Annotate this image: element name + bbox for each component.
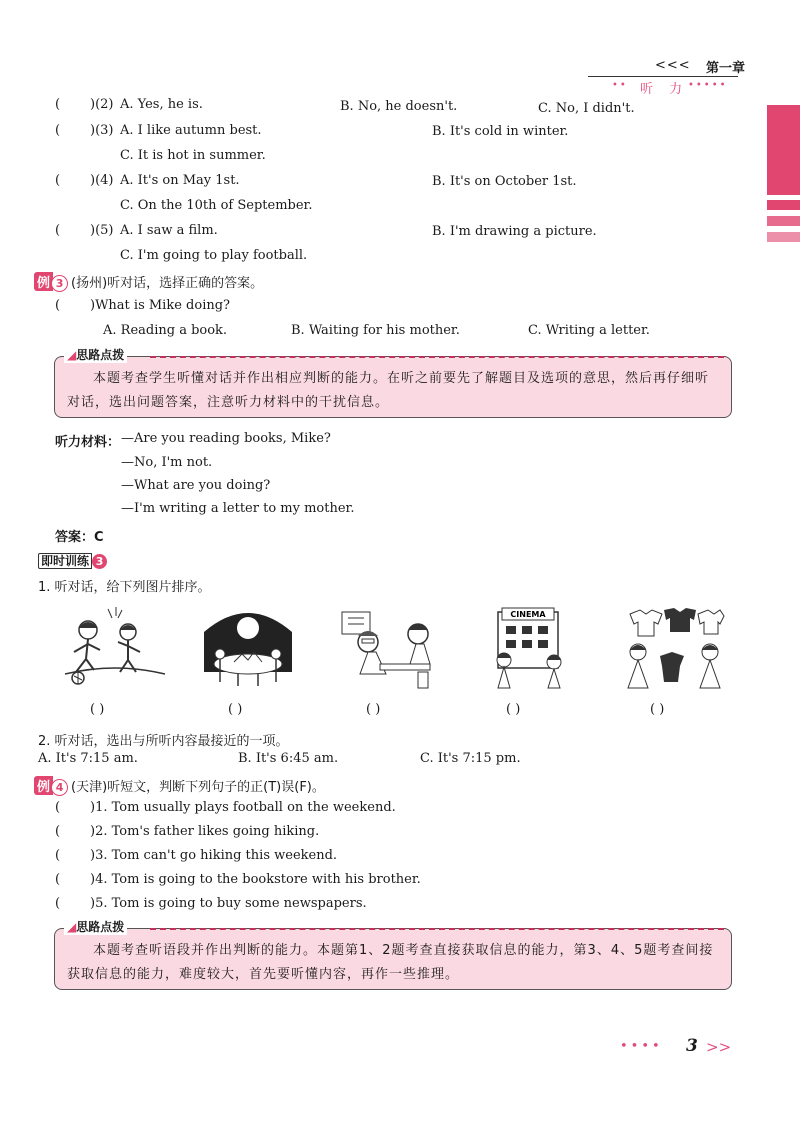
tf-statement: )5. Tom is going to buy some newspapers. — [90, 896, 367, 911]
campfire-picture — [198, 602, 298, 690]
chapter-title: 第一章 — [706, 61, 746, 76]
hint-box — [54, 928, 732, 990]
material-line: —Are you reading books, Mike? — [121, 431, 331, 446]
hint-box — [54, 356, 732, 418]
tf-statement: )1. Tom usually plays football on the weekend. — [90, 800, 396, 815]
answer-paren: ( — [55, 97, 61, 112]
option-c: C. Writing a letter. — [528, 323, 650, 338]
answer-paren: ( — [55, 872, 61, 887]
option-c: C. No, I didn't. — [538, 101, 635, 116]
header-dots-right: ••••• — [688, 80, 728, 91]
option-a: A. It's on May 1st. — [120, 173, 240, 188]
task-2-title: 2. 听对话，选出与所听内容最接近的一项。 — [38, 734, 289, 749]
option-a: A. Yes, he is. — [120, 97, 203, 112]
hint-text: 本题考查学生听懂对话并作出相应判断的能力。在听之前要先了解题目及选项的意思，然后再仔细听对话，选出问题答案，注意听力材料中的干扰信息。 — [67, 371, 710, 410]
option-a: A. I like autumn best. — [120, 123, 262, 138]
header-rule — [588, 76, 738, 77]
example-3-tag — [34, 272, 263, 292]
material-line: —What are you doing? — [121, 478, 271, 493]
football-picture — [60, 604, 170, 690]
option-a: A. I saw a film. — [120, 223, 218, 238]
order-blank: ( ) — [228, 702, 243, 717]
answer-paren: ( — [55, 824, 61, 839]
option-b: B. No, he doesn't. — [340, 99, 458, 114]
hint-text: 本题考查听语段并作出判断的能力。本题第1、2题考查直接获取信息的能力，第3、4、5题考查间接获取信息的能力，难度较大，首先要听懂内容，再作一些推理。 — [67, 943, 714, 982]
question-number: )(5) — [90, 223, 114, 238]
question-number: )(4) — [90, 173, 114, 188]
tf-statement: )3. Tom can't go hiking this weekend. — [90, 848, 338, 863]
material-line: —No, I'm not. — [121, 455, 213, 470]
pencil-icon: ◢ — [67, 920, 77, 934]
example-instruction: (扬州)听对话，选择正确的答案。 — [71, 276, 264, 291]
answer-paren: ( — [55, 123, 61, 138]
option-b: B. It's 6:45 am. — [238, 751, 339, 766]
header-dots-left: •• — [612, 80, 628, 91]
answer-text: 答案：C — [55, 530, 104, 545]
order-blank: ( ) — [650, 702, 665, 717]
option-c: C. I'm going to play football. — [120, 248, 308, 263]
option-b: B. It's on October 1st. — [432, 174, 577, 189]
cinema-picture — [488, 606, 578, 692]
side-tab-stripe — [767, 200, 800, 210]
example-label: 例 — [34, 776, 53, 795]
material-label: 听力材料： — [55, 435, 121, 450]
option-c: C. It is hot in summer. — [120, 148, 266, 163]
option-a: A. It's 7:15 am. — [38, 751, 138, 766]
material-line: —I'm writing a letter to my mother. — [121, 501, 355, 516]
training-label: 即时训练 — [38, 553, 92, 569]
answer-paren: ( — [55, 223, 61, 238]
option-b: B. I'm drawing a picture. — [432, 224, 597, 239]
training-number: 3 — [92, 554, 107, 569]
page-number: 3 — [686, 1036, 698, 1056]
answer-paren: ( — [55, 848, 61, 863]
option-b: B. It's cold in winter. — [432, 124, 569, 139]
example-number: 3 — [51, 275, 68, 292]
cinema-sign: CINEMA — [510, 610, 546, 619]
side-tab-stripe — [767, 232, 800, 242]
hint-divider — [150, 928, 724, 930]
clothes-shop-picture — [620, 606, 726, 690]
header-arrows: <<< — [655, 58, 691, 73]
example-label: 例 — [34, 272, 53, 291]
hint-divider — [150, 356, 724, 358]
hint-label: ◢思路点拨 — [64, 346, 127, 363]
section-subtitle: 听 力 — [640, 82, 689, 97]
side-tab-block — [767, 105, 800, 195]
option-a: A. Reading a book. — [103, 323, 228, 338]
answer-paren: ( — [55, 298, 61, 313]
doctor-picture — [340, 604, 444, 690]
footer-dots: •••• — [620, 1039, 663, 1054]
training-tag — [38, 552, 107, 569]
example-number: 4 — [51, 779, 68, 796]
answer-paren: ( — [55, 896, 61, 911]
question-number: )(3) — [90, 123, 114, 138]
order-blank: ( ) — [506, 702, 521, 717]
order-blank: ( ) — [90, 702, 105, 717]
answer-paren: ( — [55, 173, 61, 188]
answer-paren: ( — [55, 800, 61, 815]
option-c: C. On the 10th of September. — [120, 198, 313, 213]
footer-arrows: >> — [706, 1038, 732, 1056]
option-b: B. Waiting for his mother. — [291, 323, 460, 338]
option-c: C. It's 7:15 pm. — [420, 751, 521, 766]
example-instruction: (天津)听短文，判断下列句子的正(T)误(F)。 — [71, 780, 325, 795]
example-4-tag — [34, 776, 325, 796]
hint-label: ◢思路点拨 — [64, 918, 127, 935]
order-blank: ( ) — [366, 702, 381, 717]
tf-statement: )2. Tom's father likes going hiking. — [90, 824, 320, 839]
example-3-question: )What is Mike doing? — [90, 298, 231, 313]
question-number: )(2) — [90, 97, 114, 112]
task-1-title: 1. 听对话，给下列图片排序。 — [38, 580, 211, 595]
side-tab-stripe — [767, 216, 800, 226]
tf-statement: )4. Tom is going to the bookstore with his brother. — [90, 872, 421, 887]
pencil-icon: ◢ — [67, 348, 77, 362]
